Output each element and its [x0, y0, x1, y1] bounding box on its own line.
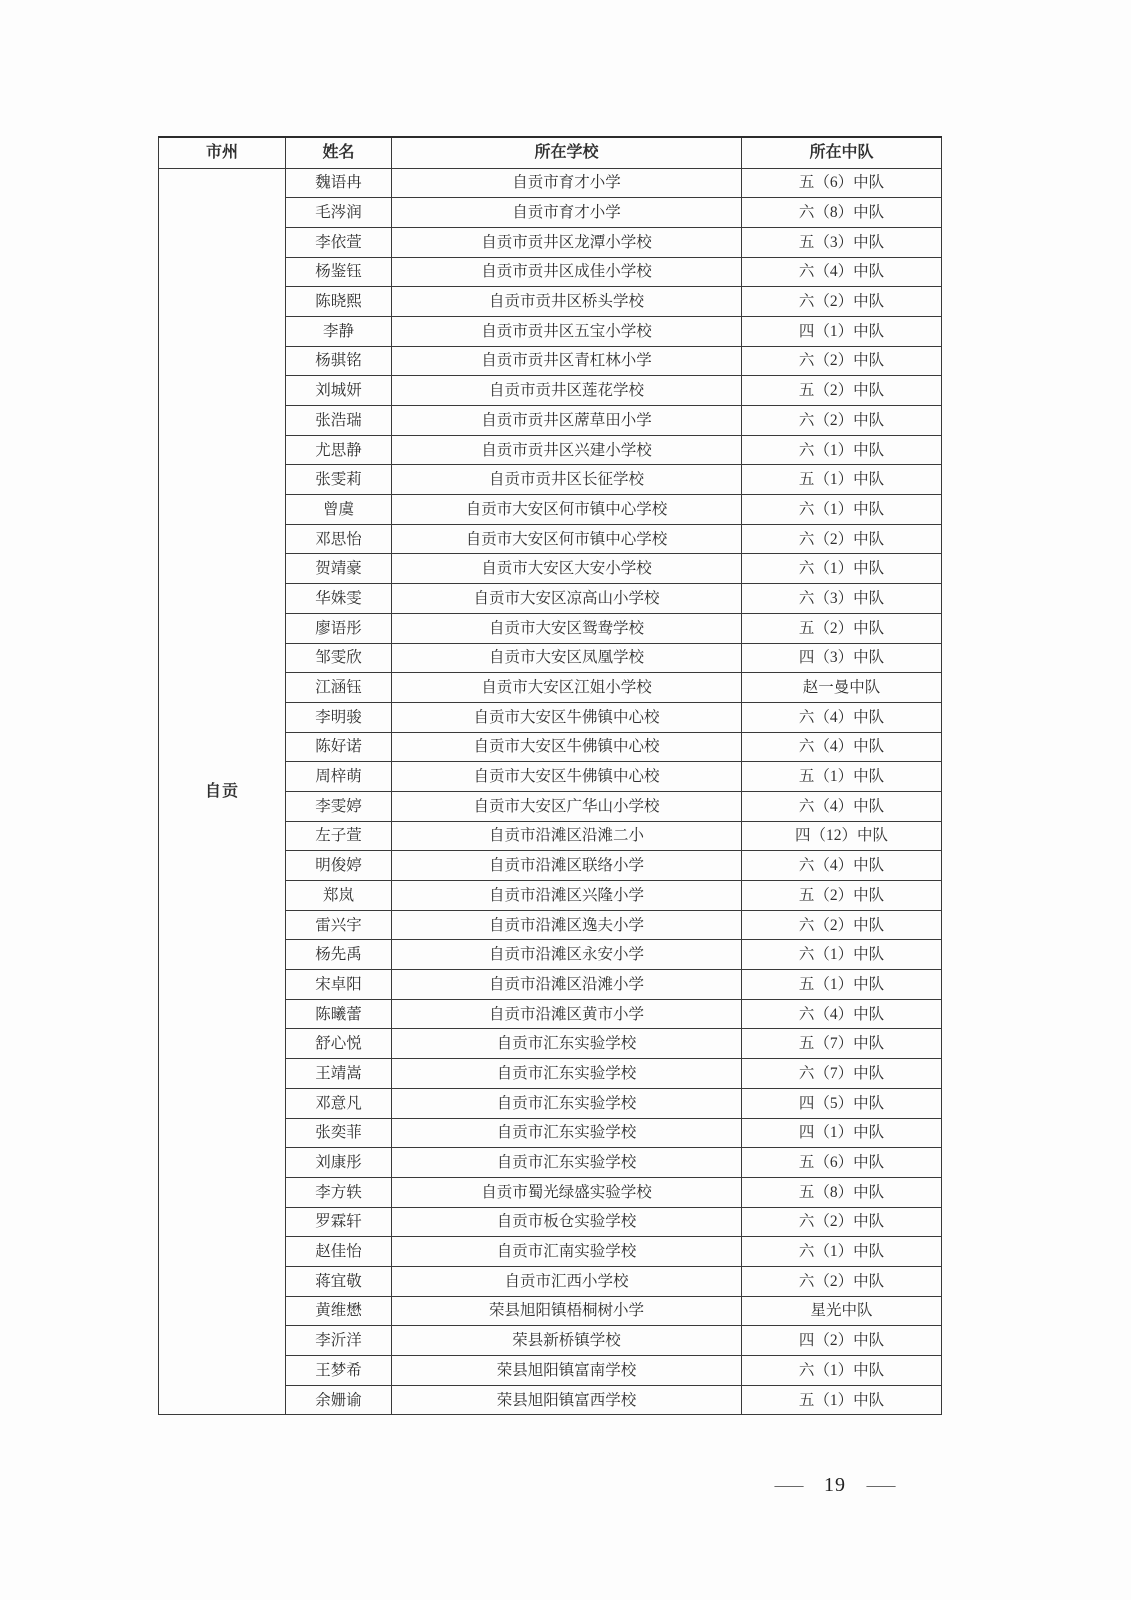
cell-school: 自贡市育才小学: [392, 168, 742, 198]
cell-name: 毛涔润: [286, 198, 392, 228]
cell-name: 李沂洋: [286, 1326, 392, 1356]
cell-squad: 五（6）中队: [742, 1148, 942, 1178]
cell-squad: 六（2）中队: [742, 287, 942, 317]
cell-name: 雷兴宇: [286, 910, 392, 940]
cell-name: 周梓萌: [286, 762, 392, 792]
cell-school: 自贡市汇东实验学校: [392, 1118, 742, 1148]
cell-name: 李静: [286, 316, 392, 346]
cell-school: 荣县旭阳镇富南学校: [392, 1356, 742, 1386]
cell-squad: 六（4）中队: [742, 732, 942, 762]
cell-school: 自贡市沿滩区永安小学: [392, 940, 742, 970]
cell-school: 自贡市大安区牛佛镇中心校: [392, 732, 742, 762]
roster-table: [158, 136, 942, 1415]
cell-squad: 六（4）中队: [742, 851, 942, 881]
cell-name: 尤思静: [286, 435, 392, 465]
cell-name: 罗霖轩: [286, 1207, 392, 1237]
cell-school: 自贡市贡井区长征学校: [392, 465, 742, 495]
cell-name: 余姗谕: [286, 1385, 392, 1415]
cell-squad: 六（2）中队: [742, 524, 942, 554]
cell-name: 李雯婷: [286, 791, 392, 821]
cell-squad: 五（2）中队: [742, 613, 942, 643]
cell-school: 自贡市大安区凤凰学校: [392, 643, 742, 673]
cell-squad: 六（2）中队: [742, 406, 942, 436]
cell-school: 自贡市沿滩区逸夫小学: [392, 910, 742, 940]
cell-school: 荣县新桥镇学校: [392, 1326, 742, 1356]
cell-squad: 五（2）中队: [742, 376, 942, 406]
cell-school: 自贡市汇东实验学校: [392, 1088, 742, 1118]
cell-name: 王梦希: [286, 1356, 392, 1386]
cell-school: 自贡市贡井区五宝小学校: [392, 316, 742, 346]
cell-squad: 六（2）中队: [742, 910, 942, 940]
cell-name: 廖语彤: [286, 613, 392, 643]
cell-name: 蒋宜敬: [286, 1266, 392, 1296]
cell-squad: 六（4）中队: [742, 999, 942, 1029]
cell-school: 自贡市大安区何市镇中心学校: [392, 524, 742, 554]
cell-name: 张奕菲: [286, 1118, 392, 1148]
cell-squad: 五（1）中队: [742, 465, 942, 495]
cell-school: 自贡市板仓实验学校: [392, 1207, 742, 1237]
cell-school: 自贡市贡井区青杠林小学: [392, 346, 742, 376]
cell-squad: 四（1）中队: [742, 1118, 942, 1148]
cell-name: 左子萱: [286, 821, 392, 851]
cell-school: 自贡市大安区何市镇中心学校: [392, 495, 742, 525]
cell-squad: 五（6）中队: [742, 168, 942, 198]
cell-school: 自贡市贡井区莲花学校: [392, 376, 742, 406]
cell-squad: 赵一曼中队: [742, 673, 942, 703]
cell-name: 李依萱: [286, 227, 392, 257]
cell-name: 杨骐铭: [286, 346, 392, 376]
table-row: [159, 168, 942, 198]
cell-school: 自贡市贡井区兴建小学校: [392, 435, 742, 465]
cell-name: 贺靖豪: [286, 554, 392, 584]
cell-squad: 六（1）中队: [742, 1356, 942, 1386]
cell-name: 舒心悦: [286, 1029, 392, 1059]
cell-name: 刘康彤: [286, 1148, 392, 1178]
cell-name: 明俊婷: [286, 851, 392, 881]
header-city: 市州: [159, 137, 286, 168]
table-header-row: [159, 137, 942, 168]
cell-school: 自贡市沿滩区沿滩二小: [392, 821, 742, 851]
header-school: 所在学校: [392, 137, 742, 168]
cell-school: 自贡市沿滩区黄市小学: [392, 999, 742, 1029]
cell-name: 刘城妍: [286, 376, 392, 406]
footer-left-dash: —: [774, 1475, 804, 1495]
cell-school: 荣县旭阳镇富西学校: [392, 1385, 742, 1415]
cell-school: 自贡市汇东实验学校: [392, 1029, 742, 1059]
cell-name: 邓思怡: [286, 524, 392, 554]
cell-name: 杨鉴钰: [286, 257, 392, 287]
cell-squad: 六（4）中队: [742, 702, 942, 732]
cell-school: 自贡市大安区大安小学校: [392, 554, 742, 584]
cell-name: 华姝雯: [286, 584, 392, 614]
header-squad: 所在中队: [742, 137, 942, 168]
cell-squad: 六（1）中队: [742, 435, 942, 465]
cell-squad: 五（8）中队: [742, 1177, 942, 1207]
cell-school: 自贡市贡井区蓆草田小学: [392, 406, 742, 436]
cell-school: 自贡市汇南实验学校: [392, 1237, 742, 1267]
cell-school: 自贡市大安区广华山小学校: [392, 791, 742, 821]
cell-squad: 六（1）中队: [742, 1237, 942, 1267]
cell-school: 自贡市大安区凉高山小学校: [392, 584, 742, 614]
cell-squad: 六（7）中队: [742, 1059, 942, 1089]
cell-school: 自贡市沿滩区联络小学: [392, 851, 742, 881]
cell-squad: 四（2）中队: [742, 1326, 942, 1356]
cell-name: 江涵钰: [286, 673, 392, 703]
cell-squad: 五（1）中队: [742, 1385, 942, 1415]
cell-school: 自贡市汇西小学校: [392, 1266, 742, 1296]
cell-school: 荣县旭阳镇梧桐树小学: [392, 1296, 742, 1326]
cell-squad: 五（1）中队: [742, 970, 942, 1000]
cell-city-merged: 自贡: [159, 168, 286, 1415]
cell-school: 自贡市贡井区龙潭小学校: [392, 227, 742, 257]
page-footer: [774, 1474, 896, 1497]
cell-name: 宋卓阳: [286, 970, 392, 1000]
cell-squad: 五（3）中队: [742, 227, 942, 257]
page-number: 19: [824, 1474, 846, 1496]
cell-school: 自贡市大安区牛佛镇中心校: [392, 762, 742, 792]
header-name: 姓名: [286, 137, 392, 168]
cell-name: 李明骏: [286, 702, 392, 732]
cell-squad: 四（1）中队: [742, 316, 942, 346]
cell-squad: 六（4）中队: [742, 257, 942, 287]
cell-squad: 四（5）中队: [742, 1088, 942, 1118]
cell-name: 陈晓熙: [286, 287, 392, 317]
cell-name: 郑岚: [286, 881, 392, 911]
cell-school: 自贡市沿滩区沿滩小学: [392, 970, 742, 1000]
cell-name: 陈曦蕾: [286, 999, 392, 1029]
cell-squad: 五（2）中队: [742, 881, 942, 911]
cell-name: 张浩瑞: [286, 406, 392, 436]
cell-squad: 星光中队: [742, 1296, 942, 1326]
cell-school: 自贡市大安区鸳鸯学校: [392, 613, 742, 643]
footer-right-dash: —: [866, 1475, 896, 1495]
cell-name: 王靖嵩: [286, 1059, 392, 1089]
cell-name: 张雯莉: [286, 465, 392, 495]
cell-school: 自贡市大安区牛佛镇中心校: [392, 702, 742, 732]
cell-name: 赵佳怡: [286, 1237, 392, 1267]
cell-school: 自贡市大安区江姐小学校: [392, 673, 742, 703]
cell-squad: 六（8）中队: [742, 198, 942, 228]
cell-name: 曾虞: [286, 495, 392, 525]
cell-squad: 六（2）中队: [742, 1266, 942, 1296]
cell-school: 自贡市蜀光绿盛实验学校: [392, 1177, 742, 1207]
cell-squad: 六（1）中队: [742, 495, 942, 525]
cell-squad: 五（7）中队: [742, 1029, 942, 1059]
cell-school: 自贡市汇东实验学校: [392, 1059, 742, 1089]
cell-squad: 四（3）中队: [742, 643, 942, 673]
cell-school: 自贡市育才小学: [392, 198, 742, 228]
cell-squad: 五（1）中队: [742, 762, 942, 792]
cell-squad: 六（3）中队: [742, 584, 942, 614]
cell-name: 魏语冉: [286, 168, 392, 198]
cell-squad: 六（1）中队: [742, 940, 942, 970]
cell-school: 自贡市贡井区桥头学校: [392, 287, 742, 317]
table-body: [159, 168, 942, 1415]
cell-squad: 六（1）中队: [742, 554, 942, 584]
cell-name: 黄维懋: [286, 1296, 392, 1326]
cell-name: 邓意凡: [286, 1088, 392, 1118]
cell-name: 李方轶: [286, 1177, 392, 1207]
cell-squad: 六（2）中队: [742, 1207, 942, 1237]
cell-school: 自贡市汇东实验学校: [392, 1148, 742, 1178]
cell-squad: 六（2）中队: [742, 346, 942, 376]
cell-squad: 四（12）中队: [742, 821, 942, 851]
cell-name: 杨先禹: [286, 940, 392, 970]
cell-school: 自贡市沿滩区兴隆小学: [392, 881, 742, 911]
cell-name: 陈好诺: [286, 732, 392, 762]
cell-school: 自贡市贡井区成佳小学校: [392, 257, 742, 287]
cell-name: 邹雯欣: [286, 643, 392, 673]
cell-squad: 六（4）中队: [742, 791, 942, 821]
